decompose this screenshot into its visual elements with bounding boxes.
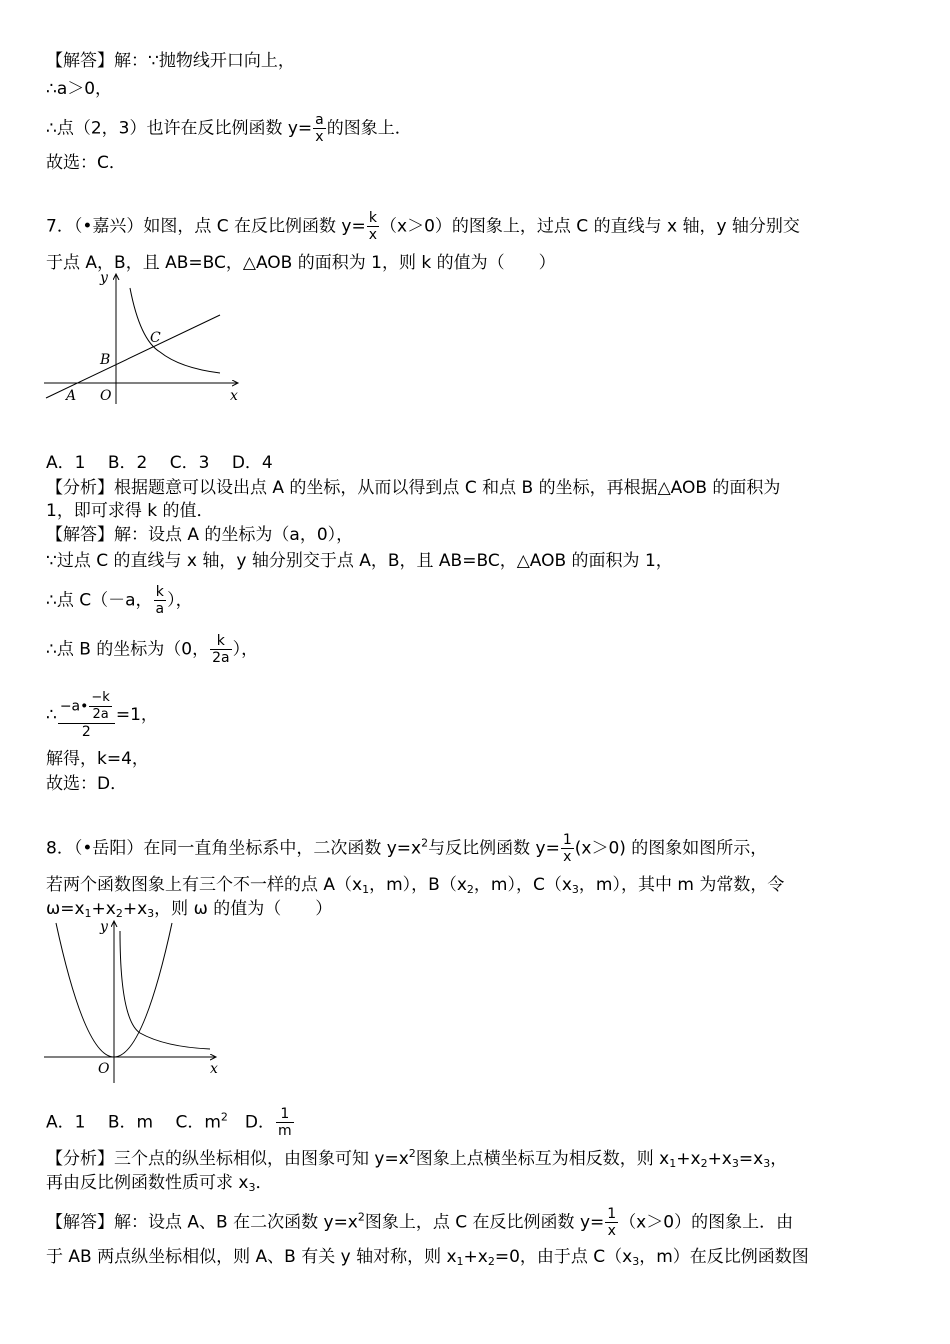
q8-stem-line-2 [46,874,784,896]
text: (x＞0) 的图象如图所示， [574,838,768,859]
text: 【分析】三个点的纵坐标相似，由图象可知 y=x [46,1149,409,1169]
numerator: k [154,584,167,601]
text: 8．（•岳阳）在同一直角坐标系中，二次函数 y=x [46,838,422,859]
text: ，m），其中 m 为常数，令 [578,875,785,895]
numerator: 1 [562,832,572,848]
hyperbola [120,931,210,1049]
sub: 3 [147,907,155,920]
sub: 1 [669,1157,677,1170]
text: ∴ [46,705,57,725]
numerator: k [367,210,379,227]
q8-stem [46,832,767,865]
q7-analysis-2: 1，即可求得 k 的值． [46,501,214,521]
text: 【解答】解：设点 A、B 在二次函数 y=x [46,1212,358,1233]
sub: 3 [731,1157,739,1170]
answer-line-4: 故选：C． [46,153,126,173]
text: ∴点（2，3）也许在反比例函数 y= [46,118,313,139]
numerator: −k [91,690,110,705]
denominator: x [315,129,324,145]
line-ac [46,315,220,398]
sup: 2 [220,1110,228,1124]
text: ， [770,1149,788,1169]
text: 图象上，点 C 在反比例函数 y= [364,1212,605,1233]
text: +x [463,1247,488,1267]
q7-answer-2: ∵过点 C 的直线与 x 轴，y 轴分别交于点 A，B，且 AB=BC，△AOB 的面积为 1， [46,551,673,571]
text: 的图象上． [326,118,412,139]
text: 若两个函数图象上有三个不一样的点 A（x [46,875,363,895]
q7-answer-5 [46,690,158,740]
fraction [210,633,232,666]
text: ，则 ω 的值为（ ） [154,899,333,919]
q8-options [46,1106,295,1139]
q8-answer-1 [46,1206,793,1239]
label-x: x [230,388,238,404]
q7-answer-7: 故选：D． [46,774,128,794]
q7-options: A．1 B．2 C．3 D．4 [46,453,273,473]
sub: 1 [84,907,92,920]
label-c: C [150,330,161,346]
text: ）， [232,639,259,660]
compound-fraction [58,690,115,740]
text: D． [227,1112,275,1133]
denominator: x [368,227,378,243]
numerator [58,690,115,724]
hyperbola [130,288,220,373]
sub: 3 [571,883,579,896]
text: （x＞0）的图象上，过点 C 的直线与 x 轴，y 轴分别交 [380,216,800,237]
fraction [154,584,167,617]
text: ）， [167,590,193,611]
fraction [367,210,379,243]
answer-line-2: ∴a＞0， [46,79,113,99]
sub: 2 [115,907,123,920]
text: +x [707,1149,732,1169]
q8-analysis-1 [46,1148,787,1170]
denominator: 2a [212,650,230,666]
sup: 2 [421,836,429,850]
text: =x [738,1149,764,1169]
sub: 3 [248,1181,256,1194]
text: +x [676,1149,701,1169]
text: 7．（•嘉兴）如图，点 C 在反比例函数 y= [46,216,366,237]
text: =1， [115,705,158,725]
numerator: k [210,633,232,650]
q7-analysis-1: 【分析】根据题意可以设出点 A 的坐标，从而以得到点 C 和点 B 的坐标，再根据△AOB 的面积为 [46,478,781,498]
denominator: 2 [81,724,91,740]
text: +x [91,899,116,919]
denominator: a [155,601,165,617]
numerator: 1 [607,1206,617,1222]
sub: 2 [487,1255,495,1268]
q7-answer-6: 解得，k=4， [46,749,149,769]
sup: 2 [408,1147,416,1160]
text: ∴点 C（－a， [46,590,153,611]
text: （x＞0）的图象上．由 [619,1212,794,1233]
label-o: O [100,388,112,404]
label-y: y [100,919,108,935]
q8-answer-2 [46,1246,809,1268]
text: ，m）在反比例函数图 [639,1247,809,1267]
fraction [561,832,574,865]
sub: 2 [466,883,474,896]
fraction [276,1106,294,1139]
denominator: x [607,1223,616,1239]
numerator: 1 [276,1106,294,1123]
text: 与反比例函数 y= [428,838,560,859]
denominator: m [278,1123,292,1139]
text: A．1 B．m C．m [46,1112,221,1133]
fraction [605,1206,618,1239]
answer-line-1: 【解答】解：∵抛物线开口向上， [46,51,295,71]
text: ω=x [46,899,85,919]
text: ，m），B（x [369,875,467,895]
label-a: A [66,388,77,404]
q7-stem [46,210,800,243]
text: 于 AB 两点纵坐标相似，则 A、B 有关 y 轴对称，则 x [46,1247,457,1267]
sup: 2 [357,1210,365,1224]
sub: 3 [632,1255,640,1268]
text: ∴点 B 的坐标为（0， [46,639,210,660]
label-x: x [210,1061,218,1077]
q7-answer-3 [46,584,193,617]
sub: 1 [362,883,370,896]
sub: 1 [456,1255,464,1268]
q8-figure [40,915,225,1087]
numerator: a [315,112,324,128]
text: +x [122,899,148,919]
denominator: 2a [92,707,109,722]
text: 再由反比例函数性质可求 x [46,1173,249,1193]
inner-fraction [89,690,111,723]
label-y: y [100,270,108,286]
q7-figure [40,270,250,410]
denominator: x [563,849,572,865]
text: ，m），C（x [473,875,572,895]
q7-answer-4 [46,633,258,666]
q7-answer-1: 【解答】解：设点 A 的坐标为（a，0）， [46,525,354,545]
text: ． [255,1173,273,1193]
sub: 2 [700,1157,708,1170]
text: =0，由于点 C（x [494,1247,633,1267]
answer-line-3 [46,112,412,145]
sub: 3 [763,1157,771,1170]
q7-stem-line-2: 于点 A，B，且 AB=BC，△AOB 的面积为 1，则 k 的值为（ ） [46,253,556,273]
text: −a• [59,698,89,715]
text: 图象上点横坐标互为相反数，则 x [415,1149,670,1169]
q8-analysis-2 [46,1172,272,1194]
label-b: B [100,352,111,368]
fraction [313,112,326,145]
label-o: O [98,1061,110,1077]
